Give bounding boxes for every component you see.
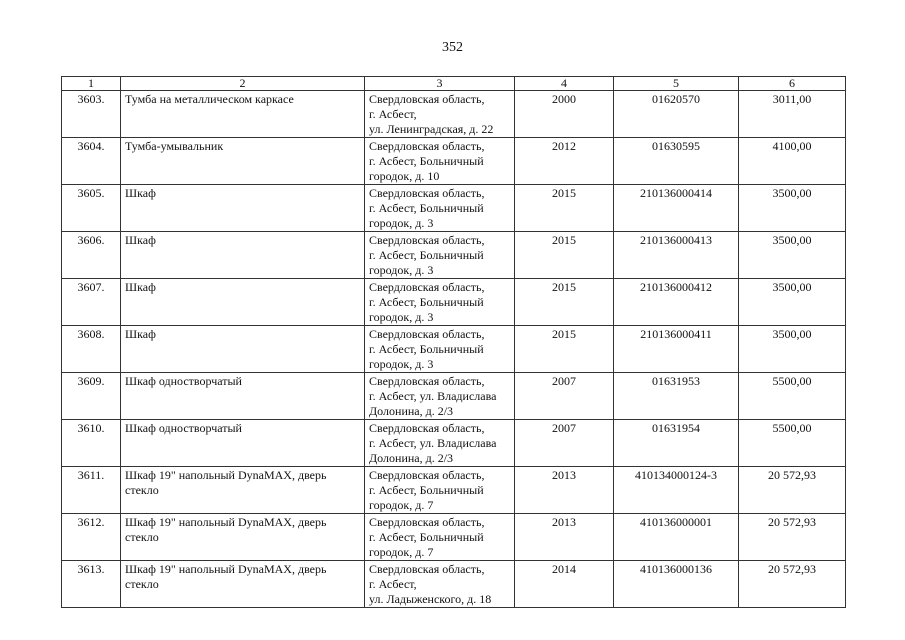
item-name-cell: Тумба на металлическом каркасе bbox=[121, 91, 365, 138]
cost-cell: 20 572,93 bbox=[739, 467, 846, 514]
address-line: Свердловская область, bbox=[369, 327, 485, 341]
address-line: Долонина, д. 2/3 bbox=[369, 404, 454, 418]
row-number-cell: 3606. bbox=[62, 232, 121, 279]
address-cell bbox=[365, 138, 515, 185]
cost-cell: 3500,00 bbox=[739, 232, 846, 279]
year-cell: 2007 bbox=[515, 373, 614, 420]
inventory-number-cell: 210136000411 bbox=[614, 326, 739, 373]
table-row bbox=[62, 232, 846, 279]
cost-cell: 3011,00 bbox=[739, 91, 846, 138]
address-cell bbox=[365, 232, 515, 279]
column-header-6: 6 bbox=[739, 77, 846, 91]
property-registry-table bbox=[61, 76, 846, 608]
inventory-number-cell: 410136000136 bbox=[614, 561, 739, 608]
year-cell: 2000 bbox=[515, 91, 614, 138]
row-number-cell: 3603. bbox=[62, 91, 121, 138]
table-row bbox=[62, 326, 846, 373]
cost-cell: 3500,00 bbox=[739, 279, 846, 326]
column-header-1: 1 bbox=[62, 77, 121, 91]
inventory-number-cell: 01631954 bbox=[614, 420, 739, 467]
inventory-number-cell: 410136000001 bbox=[614, 514, 739, 561]
table-row bbox=[62, 138, 846, 185]
address-line: Свердловская область, bbox=[369, 468, 485, 482]
column-header-5: 5 bbox=[614, 77, 739, 91]
year-cell: 2014 bbox=[515, 561, 614, 608]
table-row bbox=[62, 279, 846, 326]
address-line: г. Асбест, Больничный bbox=[369, 295, 484, 309]
item-name-cell: Шкаф 19" напольный DynaMAX, дверь стекло bbox=[121, 561, 365, 608]
address-line: городок, д. 3 bbox=[369, 357, 434, 371]
item-name-cell: Шкаф bbox=[121, 232, 365, 279]
address-line: г. Асбест, Больничный bbox=[369, 483, 484, 497]
address-line: Свердловская область, bbox=[369, 421, 485, 435]
address-line: г. Асбест, Больничный bbox=[369, 248, 484, 262]
year-cell: 2015 bbox=[515, 185, 614, 232]
year-cell: 2007 bbox=[515, 420, 614, 467]
page-number: 352 bbox=[442, 40, 463, 55]
row-number-cell: 3605. bbox=[62, 185, 121, 232]
table-row bbox=[62, 91, 846, 138]
inventory-number-cell: 210136000414 bbox=[614, 185, 739, 232]
inventory-number-cell: 01631953 bbox=[614, 373, 739, 420]
address-line: г. Асбест, bbox=[369, 107, 417, 121]
column-header-4: 4 bbox=[515, 77, 614, 91]
address-line: Свердловская область, bbox=[369, 233, 485, 247]
inventory-number-cell: 410134000124-3 bbox=[614, 467, 739, 514]
address-line: г. Асбест, ул. Владислава bbox=[369, 389, 497, 403]
row-number-cell: 3613. bbox=[62, 561, 121, 608]
item-name-cell: Шкаф одностворчатый bbox=[121, 420, 365, 467]
row-number-cell: 3611. bbox=[62, 467, 121, 514]
cost-cell: 5500,00 bbox=[739, 373, 846, 420]
address-line: г. Асбест, Больничный bbox=[369, 342, 484, 356]
address-line: Свердловская область, bbox=[369, 139, 485, 153]
address-line: городок, д. 10 bbox=[369, 169, 440, 183]
address-line: г. Асбест, Больничный bbox=[369, 201, 484, 215]
address-line: Свердловская область, bbox=[369, 92, 485, 106]
row-number-cell: 3608. bbox=[62, 326, 121, 373]
item-name-cell: Шкаф одностворчатый bbox=[121, 373, 365, 420]
table-row bbox=[62, 561, 846, 608]
cost-cell: 3500,00 bbox=[739, 185, 846, 232]
item-name-cell: Шкаф bbox=[121, 326, 365, 373]
address-cell bbox=[365, 561, 515, 608]
year-cell: 2013 bbox=[515, 514, 614, 561]
column-header-3: 3 bbox=[365, 77, 515, 91]
address-line: ул. Ленинградская, д. 22 bbox=[369, 122, 494, 136]
address-line: Свердловская область, bbox=[369, 515, 485, 529]
cost-cell: 3500,00 bbox=[739, 326, 846, 373]
year-cell: 2015 bbox=[515, 232, 614, 279]
address-line: городок, д. 7 bbox=[369, 545, 434, 559]
cost-cell: 5500,00 bbox=[739, 420, 846, 467]
cost-cell: 20 572,93 bbox=[739, 514, 846, 561]
item-name-cell: Шкаф bbox=[121, 279, 365, 326]
table-row bbox=[62, 467, 846, 514]
address-line: ул. Ладыженского, д. 18 bbox=[369, 592, 492, 606]
year-cell: 2012 bbox=[515, 138, 614, 185]
address-cell bbox=[365, 326, 515, 373]
table-header-row bbox=[62, 77, 846, 91]
table-row bbox=[62, 373, 846, 420]
table-row bbox=[62, 514, 846, 561]
address-cell bbox=[365, 514, 515, 561]
address-line: Свердловская область, bbox=[369, 374, 485, 388]
cost-cell: 20 572,93 bbox=[739, 561, 846, 608]
year-cell: 2015 bbox=[515, 326, 614, 373]
inventory-number-cell: 210136000412 bbox=[614, 279, 739, 326]
row-number-cell: 3610. bbox=[62, 420, 121, 467]
address-cell bbox=[365, 373, 515, 420]
address-line: Свердловская область, bbox=[369, 562, 485, 576]
address-cell bbox=[365, 185, 515, 232]
year-cell: 2015 bbox=[515, 279, 614, 326]
inventory-number-cell: 210136000413 bbox=[614, 232, 739, 279]
row-number-cell: 3612. bbox=[62, 514, 121, 561]
column-header-2: 2 bbox=[121, 77, 365, 91]
row-number-cell: 3604. bbox=[62, 138, 121, 185]
address-cell bbox=[365, 467, 515, 514]
row-number-cell: 3607. bbox=[62, 279, 121, 326]
table-body bbox=[62, 91, 846, 608]
cost-cell: 4100,00 bbox=[739, 138, 846, 185]
item-name-cell: Тумба-умывальник bbox=[121, 138, 365, 185]
address-cell bbox=[365, 91, 515, 138]
address-line: городок, д. 7 bbox=[369, 498, 434, 512]
table-row bbox=[62, 185, 846, 232]
address-line: городок, д. 3 bbox=[369, 263, 434, 277]
row-number-cell: 3609. bbox=[62, 373, 121, 420]
inventory-number-cell: 01620570 bbox=[614, 91, 739, 138]
table-row bbox=[62, 420, 846, 467]
item-name-cell: Шкаф bbox=[121, 185, 365, 232]
inventory-number-cell: 01630595 bbox=[614, 138, 739, 185]
address-line: Свердловская область, bbox=[369, 280, 485, 294]
item-name-cell: Шкаф 19" напольный DynaMAX, дверь стекло bbox=[121, 514, 365, 561]
address-line: г. Асбест, ул. Владислава bbox=[369, 436, 497, 450]
address-line: городок, д. 3 bbox=[369, 310, 434, 324]
address-line: Свердловская область, bbox=[369, 186, 485, 200]
year-cell: 2013 bbox=[515, 467, 614, 514]
item-name-cell: Шкаф 19" напольный DynaMAX, дверь стекло bbox=[121, 467, 365, 514]
address-cell bbox=[365, 420, 515, 467]
address-cell bbox=[365, 279, 515, 326]
address-line: городок, д. 3 bbox=[369, 216, 434, 230]
address-line: г. Асбест, bbox=[369, 577, 417, 591]
address-line: г. Асбест, Больничный bbox=[369, 530, 484, 544]
address-line: Долонина, д. 2/3 bbox=[369, 451, 454, 465]
address-line: г. Асбест, Больничный bbox=[369, 154, 484, 168]
